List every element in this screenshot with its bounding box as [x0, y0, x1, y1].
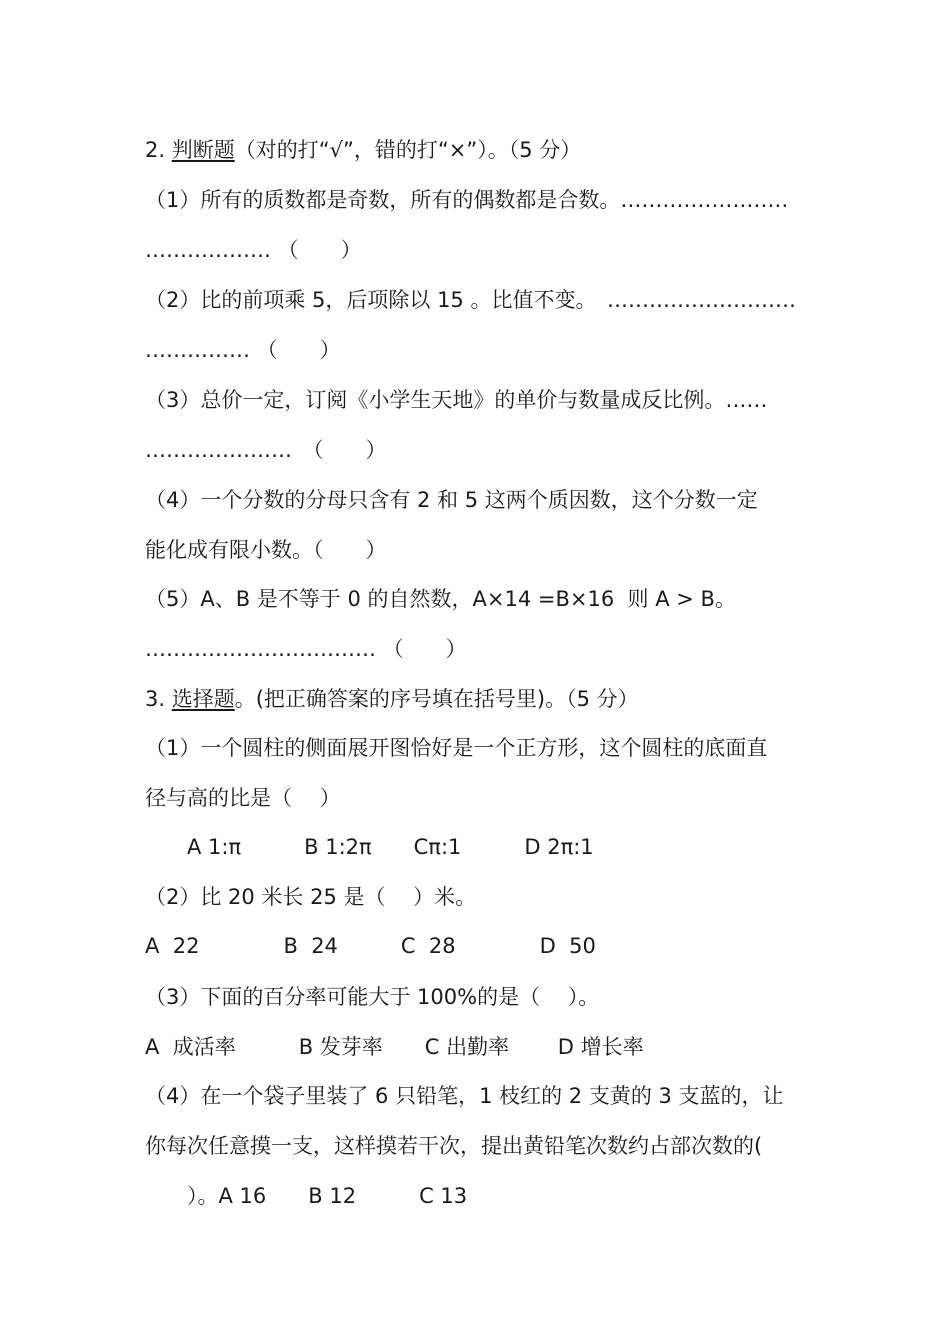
question-3-1-line-1: （1）一个圆柱的侧面展开图恰好是一个正方形，这个圆柱的底面直	[145, 736, 768, 760]
question-2-5-line-2: …………………………… （ ）	[145, 637, 467, 661]
section-2-instructions: （对的打“√”，错的打“×”）。（5 分）	[234, 138, 582, 162]
question-2-2-line-2: …………… （ ）	[145, 338, 341, 362]
question-2-5-line-1: （5）A、B 是不等于 0 的自然数，A×14 =B×16 则 A > B。	[145, 587, 736, 611]
question-2-3-line-1: （3）总价一定，订阅《小学生天地》的单价与数量成反比例。……	[145, 388, 768, 412]
section-3-heading	[145, 684, 639, 714]
question-3-2-options: A 22 B 24 C 28 D 50	[145, 934, 596, 958]
question-2-2-line-1: （2）比的前项乘 5，后项除以 15 。比值不变。 ………………………	[145, 288, 796, 312]
question-3-4-line-1: （4）在一个袋子里装了 6 只铅笔，1 枝红的 2 支黄的 3 支蓝的，让	[145, 1084, 784, 1108]
section-2-number: 2.	[145, 138, 172, 162]
section-3-number: 3.	[145, 687, 172, 711]
question-3-3-options: A 成活率 B 发芽率 C 出勤率 D 增长率	[145, 1035, 644, 1059]
question-2-1-line-2: ……………… （ ）	[145, 238, 362, 262]
question-3-4-line-3: ）。A 16 B 12 C 13	[145, 1184, 468, 1208]
question-3-1-line-2: 径与高的比是（ ）	[145, 786, 341, 810]
question-2-3-line-2: ………………… （ ）	[145, 438, 387, 462]
question-3-3: （3）下面的百分率可能大于 100%的是（ ）。	[145, 985, 600, 1009]
question-3-2: （2）比 20 米长 25 是（ ）米。	[145, 885, 477, 909]
section-2-heading	[145, 135, 581, 165]
question-3-1-options: A 1:π B 1:2π Cπ:1 D 2π:1	[187, 835, 594, 859]
question-3-4-line-2: 你每次任意摸一支，这样摸若干次，提出黄铅笔次数约占部次数的(	[145, 1134, 763, 1158]
section-2-title: 判断题	[171, 138, 235, 162]
section-3-title: 选择题	[171, 687, 235, 711]
section-3-instructions: 。(把正确答案的序号填在括号里)。（5 分）	[234, 687, 639, 711]
question-2-1-line-1: （1）所有的质数都是奇数，所有的偶数都是合数。……………………	[145, 188, 789, 212]
question-2-4-line-1: （4）一个分数的分母只含有 2 和 5 这两个质因数，这个分数一定	[145, 488, 758, 512]
question-2-4-line-2: 能化成有限小数。（ ）	[145, 538, 387, 562]
